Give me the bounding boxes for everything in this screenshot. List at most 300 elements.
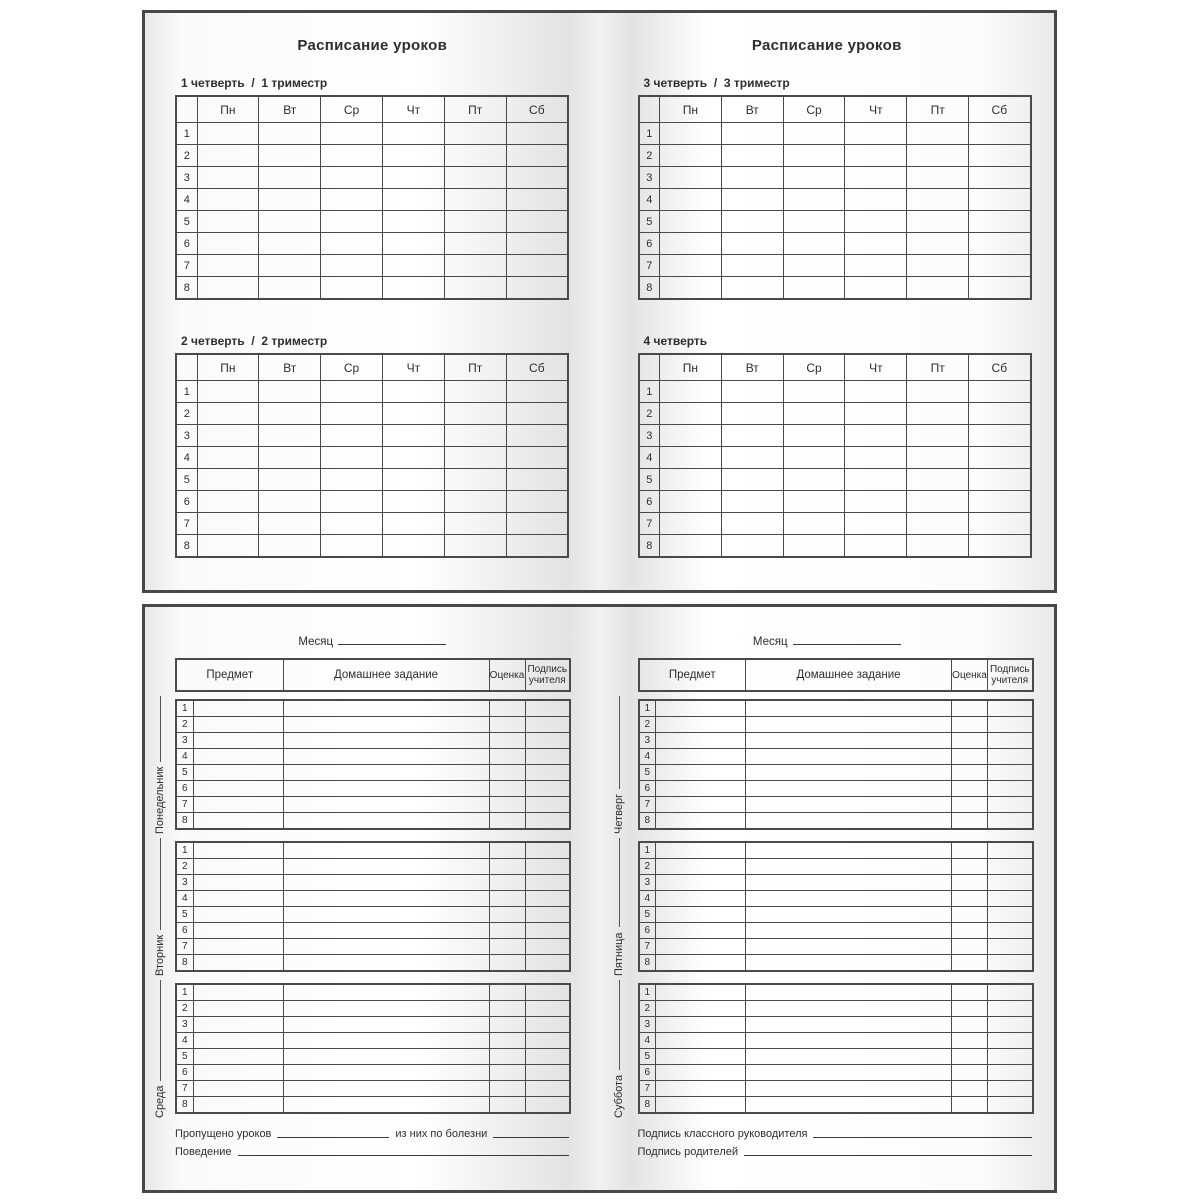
lesson-number-cell: 8	[176, 813, 193, 830]
schedule-cell	[444, 123, 506, 145]
schedule-cell	[907, 491, 969, 513]
grade-cell	[489, 939, 525, 955]
schedule-row	[639, 233, 1031, 255]
schedule-cell	[444, 469, 506, 491]
schedule-cell	[382, 513, 444, 535]
day-column-header: Ср	[783, 96, 845, 123]
grade-cell	[489, 1097, 525, 1114]
schedule-cell	[907, 255, 969, 277]
schedule-row	[176, 381, 568, 403]
schedule-cell	[506, 381, 568, 403]
homework-cell	[746, 781, 952, 797]
parents-signature-line	[638, 1146, 1032, 1158]
day-column-header: Пн	[197, 96, 259, 123]
lesson-number-cell: 4	[176, 447, 197, 469]
lesson-number-cell: 4	[176, 749, 193, 765]
homework-cell	[746, 1033, 952, 1049]
subject-cell	[193, 842, 283, 859]
day-block-monday	[145, 699, 600, 834]
day-label: Среда	[154, 1085, 166, 1118]
schedule-cell	[382, 447, 444, 469]
day-block-wednesday	[145, 983, 600, 1118]
diary-row	[176, 1033, 570, 1049]
signature-cell	[988, 923, 1033, 939]
homework-cell	[283, 749, 489, 765]
diary-row	[639, 717, 1033, 733]
day-label-line	[160, 696, 161, 762]
lesson-number-cell: 7	[176, 939, 193, 955]
lesson-number-cell: 2	[176, 1001, 193, 1017]
subject-cell	[193, 875, 283, 891]
schedule-row	[639, 255, 1031, 277]
grade-cell	[952, 923, 988, 939]
schedule-cell	[783, 381, 845, 403]
signature-cell	[525, 749, 570, 765]
homework-cell	[283, 1049, 489, 1065]
schedule-row	[176, 403, 568, 425]
grade-cell	[489, 1033, 525, 1049]
lesson-number-cell: 6	[639, 923, 656, 939]
lesson-number-cell: 7	[176, 255, 197, 277]
grade-cell	[952, 891, 988, 907]
lesson-number-cell: 4	[639, 447, 660, 469]
schedule-cell	[382, 535, 444, 558]
homework-cell	[746, 955, 952, 972]
schedule-cell	[907, 123, 969, 145]
month-blank-line	[793, 633, 901, 645]
schedule-cell	[259, 491, 321, 513]
schedule-row	[176, 447, 568, 469]
schedule-cell	[382, 425, 444, 447]
signature-cell	[525, 781, 570, 797]
schedule-cell	[783, 277, 845, 300]
schedule-cell	[845, 491, 907, 513]
lesson-number-cell: 3	[639, 875, 656, 891]
signature-cell	[988, 717, 1033, 733]
subject-cell	[193, 765, 283, 781]
subject-cell	[193, 907, 283, 923]
schedule-cell	[660, 277, 722, 300]
schedule-cell	[197, 189, 259, 211]
lesson-number-cell: 1	[639, 700, 656, 717]
schedule-row	[176, 167, 568, 189]
month-label: Месяц	[752, 636, 788, 648]
grade-cell	[489, 1049, 525, 1065]
diary-row	[176, 1001, 570, 1017]
schedule-cell	[783, 189, 845, 211]
blank-line	[813, 1137, 1031, 1138]
day-column-header: Чт	[382, 96, 444, 123]
homework-cell	[746, 859, 952, 875]
homework-cell	[283, 923, 489, 939]
homework-cell	[283, 1033, 489, 1049]
schedule-cell	[506, 233, 568, 255]
subject-cell	[656, 1097, 746, 1114]
diary-row	[176, 1097, 570, 1114]
page-title: Расписание уроков	[751, 37, 902, 54]
day-label-column	[145, 983, 175, 1118]
lesson-number-cell: 6	[176, 781, 193, 797]
lesson-number-cell: 3	[176, 1017, 193, 1033]
subject-cell	[193, 1033, 283, 1049]
day-column-header: Чт	[382, 354, 444, 381]
signature-cell	[525, 797, 570, 813]
month-label: Месяц	[298, 636, 334, 648]
schedule-row	[639, 145, 1031, 167]
schedule-cell	[321, 189, 383, 211]
schedule-cell	[660, 189, 722, 211]
diary-day-table	[175, 983, 571, 1114]
schedule-cell	[321, 167, 383, 189]
subject-cell	[656, 700, 746, 717]
subject-cell	[656, 939, 746, 955]
signature-cell	[525, 939, 570, 955]
schedule-cell	[197, 381, 259, 403]
lesson-number-cell: 5	[176, 907, 193, 923]
schedule-cell	[845, 425, 907, 447]
schedule-cell	[660, 255, 722, 277]
schedule-cell	[444, 447, 506, 469]
subject-cell	[193, 781, 283, 797]
lesson-number-cell: 6	[176, 1065, 193, 1081]
diary-row	[639, 1081, 1033, 1097]
lesson-number-cell: 6	[176, 491, 197, 513]
schedule-cell	[444, 167, 506, 189]
day-block-saturday	[600, 983, 1055, 1118]
schedule-cell	[845, 469, 907, 491]
diary-row	[176, 1065, 570, 1081]
schedule-cell	[783, 513, 845, 535]
grade-cell	[489, 907, 525, 923]
diary-row	[176, 875, 570, 891]
schedule-cell	[321, 513, 383, 535]
schedule-cell	[845, 403, 907, 425]
signature-cell	[525, 875, 570, 891]
subject-cell	[193, 733, 283, 749]
diary-footer	[175, 1128, 569, 1158]
subject-cell	[656, 859, 746, 875]
lesson-number-cell: 8	[176, 955, 193, 972]
schedule-cell	[969, 233, 1031, 255]
homework-cell	[746, 797, 952, 813]
lesson-number-cell: 8	[176, 535, 197, 558]
schedule-cell	[907, 513, 969, 535]
schedule-cell	[969, 211, 1031, 233]
homework-cell	[746, 1081, 952, 1097]
diary-row	[639, 859, 1033, 875]
schedule-cell	[721, 403, 783, 425]
schedule-cell	[259, 513, 321, 535]
diary-row	[176, 1049, 570, 1065]
schedule-cell	[783, 255, 845, 277]
schedule-cell	[721, 469, 783, 491]
schedule-cell	[444, 403, 506, 425]
grade-cell	[489, 1081, 525, 1097]
signature-cell	[525, 891, 570, 907]
schedule-cell	[321, 469, 383, 491]
subject-cell	[193, 797, 283, 813]
subject-cell	[193, 749, 283, 765]
parents-signature-label: Подпись родителей	[637, 1146, 738, 1158]
diary-row	[176, 923, 570, 939]
subject-cell	[193, 1065, 283, 1081]
schedule-cell	[783, 447, 845, 469]
subject-cell	[656, 1017, 746, 1033]
schedule-cell	[444, 513, 506, 535]
month-blank-line	[338, 633, 446, 645]
signature-cell	[525, 955, 570, 972]
subject-cell	[656, 1065, 746, 1081]
schedule-cell	[721, 535, 783, 558]
lesson-number-cell: 8	[639, 955, 656, 972]
schedule-cell	[845, 255, 907, 277]
subject-cell	[656, 765, 746, 781]
lesson-number-cell: 7	[176, 1081, 193, 1097]
schedule-cell	[197, 277, 259, 300]
diary-row	[639, 1065, 1033, 1081]
grade-cell	[952, 797, 988, 813]
signature-cell	[525, 923, 570, 939]
subject-cell	[193, 984, 283, 1001]
grade-cell	[489, 797, 525, 813]
signature-cell	[525, 842, 570, 859]
diary-day-table	[638, 841, 1034, 972]
schedule-cell	[907, 381, 969, 403]
day-label: Четверг	[612, 793, 625, 834]
schedule-cell	[783, 145, 845, 167]
day-column-header: Ср	[783, 354, 845, 381]
corner-cell	[176, 96, 197, 123]
day-block-thursday	[600, 699, 1055, 834]
schedule-cell	[845, 189, 907, 211]
blank-line	[493, 1137, 569, 1138]
schedule-cell	[721, 255, 783, 277]
lesson-number-cell: 8	[639, 1097, 656, 1114]
diary-row	[639, 1049, 1033, 1065]
grade-cell	[489, 955, 525, 972]
schedule-row	[176, 211, 568, 233]
grade-cell	[489, 1001, 525, 1017]
due-illness-label: из них по болезни	[395, 1128, 488, 1140]
schedule-cell	[660, 167, 722, 189]
schedule-cell	[321, 233, 383, 255]
diary-row	[176, 891, 570, 907]
schedule-cell	[321, 381, 383, 403]
lesson-number-cell: 5	[639, 765, 656, 781]
schedule-cell	[907, 403, 969, 425]
schedule-cell	[721, 513, 783, 535]
lesson-number-cell: 2	[639, 145, 660, 167]
homework-cell	[283, 842, 489, 859]
schedule-row	[176, 233, 568, 255]
day-column-header: Пт	[907, 354, 969, 381]
signature-cell	[525, 700, 570, 717]
schedule-cell	[197, 145, 259, 167]
homework-cell	[746, 1001, 952, 1017]
day-block-tuesday	[145, 841, 600, 976]
schedule-cell	[907, 277, 969, 300]
schedule-cell	[506, 277, 568, 300]
diary-row	[639, 984, 1033, 1001]
diary-header-table	[638, 658, 1034, 692]
signature-cell	[988, 984, 1033, 1001]
subject-cell	[656, 907, 746, 923]
diary-row	[176, 1081, 570, 1097]
lesson-number-cell: 3	[176, 425, 197, 447]
subject-cell	[193, 923, 283, 939]
subject-cell	[656, 875, 746, 891]
lesson-number-cell: 7	[176, 513, 197, 535]
homework-cell	[283, 939, 489, 955]
schedule-row	[639, 403, 1031, 425]
schedule-row	[639, 469, 1031, 491]
column-header-grade: Оценка	[952, 659, 988, 691]
corner-cell	[639, 354, 660, 381]
signature-cell	[988, 797, 1033, 813]
lesson-number-cell: 5	[176, 1049, 193, 1065]
schedule-cell	[845, 167, 907, 189]
lesson-number-cell: 3	[639, 425, 660, 447]
diary-page-right	[600, 607, 1055, 1190]
grade-cell	[489, 1017, 525, 1033]
signature-cell	[525, 859, 570, 875]
subject-cell	[656, 717, 746, 733]
schedule-row	[639, 211, 1031, 233]
homework-cell	[283, 733, 489, 749]
diary-row	[176, 813, 570, 830]
signature-cell	[525, 813, 570, 830]
lesson-number-cell: 4	[176, 1033, 193, 1049]
schedule-cell	[197, 233, 259, 255]
diary-row	[176, 907, 570, 923]
subject-cell	[656, 733, 746, 749]
schedule-cell	[969, 425, 1031, 447]
blank-line	[744, 1155, 1032, 1156]
signature-cell	[988, 700, 1033, 717]
signature-cell	[525, 1097, 570, 1114]
lesson-number-cell: 1	[176, 984, 193, 1001]
grade-cell	[489, 1065, 525, 1081]
schedule-cell	[321, 211, 383, 233]
diary-row	[176, 700, 570, 717]
diary-day-table	[638, 699, 1034, 830]
lesson-number-cell: 3	[176, 875, 193, 891]
lesson-number-cell: 1	[639, 984, 656, 1001]
diary-page-left	[145, 607, 600, 1190]
schedule-cell	[907, 469, 969, 491]
schedule-cell	[845, 277, 907, 300]
quarter-label: 3 четверть / 3 триместр	[643, 76, 790, 90]
signature-cell	[525, 1033, 570, 1049]
day-column-header: Сб	[969, 354, 1031, 381]
schedule-cell	[907, 211, 969, 233]
subject-cell	[656, 984, 746, 1001]
schedule-cell	[783, 167, 845, 189]
homework-cell	[746, 700, 952, 717]
day-column-header: Вт	[259, 96, 321, 123]
lesson-number-cell: 5	[639, 469, 660, 491]
schedule-row	[639, 189, 1031, 211]
schedule-cell	[783, 403, 845, 425]
grade-cell	[952, 781, 988, 797]
lesson-number-cell: 5	[639, 907, 656, 923]
lesson-number-cell: 1	[639, 381, 660, 403]
lesson-number-cell: 5	[639, 211, 660, 233]
schedule-cell	[845, 381, 907, 403]
diary-row	[639, 700, 1033, 717]
subject-cell	[193, 1081, 283, 1097]
day-label-column	[600, 699, 638, 834]
schedule-cell	[444, 535, 506, 558]
lesson-number-cell: 3	[639, 1017, 656, 1033]
lesson-number-cell: 6	[176, 923, 193, 939]
schedule-row	[176, 425, 568, 447]
homework-cell	[283, 717, 489, 733]
lesson-number-cell: 3	[639, 733, 656, 749]
schedule-cell	[506, 167, 568, 189]
diary-header-table	[175, 658, 571, 692]
signature-cell	[525, 1017, 570, 1033]
homework-cell	[283, 797, 489, 813]
schedule-row	[176, 277, 568, 300]
schedule-cell	[444, 491, 506, 513]
signature-cell	[525, 1065, 570, 1081]
schedule-cell	[845, 145, 907, 167]
grade-cell	[952, 907, 988, 923]
diary-row	[639, 939, 1033, 955]
day-label-column	[600, 983, 638, 1118]
subject-cell	[193, 955, 283, 972]
schedule-row	[176, 145, 568, 167]
day-column-header: Ср	[321, 354, 383, 381]
subject-cell	[656, 1081, 746, 1097]
signature-cell	[525, 984, 570, 1001]
schedule-page-right	[600, 13, 1055, 590]
signature-cell	[525, 907, 570, 923]
schedule-cell	[197, 491, 259, 513]
column-header-subject: Предмет	[176, 659, 283, 691]
missed-lessons-label: Пропущено уроков	[175, 1128, 272, 1140]
subject-cell	[193, 700, 283, 717]
schedule-cell	[845, 513, 907, 535]
schedule-cell	[506, 513, 568, 535]
diary-day-table	[175, 841, 571, 972]
schedule-cell	[382, 123, 444, 145]
schedule-cell	[660, 211, 722, 233]
day-column-header: Пт	[444, 354, 506, 381]
schedule-cell	[382, 277, 444, 300]
corner-cell	[176, 354, 197, 381]
column-header-subject: Предмет	[639, 659, 746, 691]
diary-row	[176, 1017, 570, 1033]
schedule-row	[176, 189, 568, 211]
schedule-cell	[321, 145, 383, 167]
homework-cell	[283, 859, 489, 875]
column-header-signature: Подпись учителя	[525, 659, 570, 691]
corner-cell	[639, 96, 660, 123]
lesson-number-cell: 5	[176, 211, 197, 233]
schedule-cell	[382, 189, 444, 211]
schedule-cell	[721, 491, 783, 513]
schedule-row	[176, 513, 568, 535]
schedule-table	[175, 353, 569, 558]
signature-cell	[988, 1081, 1033, 1097]
schedule-cell	[969, 403, 1031, 425]
schedule-cell	[845, 211, 907, 233]
grade-cell	[489, 984, 525, 1001]
schedule-cell	[721, 233, 783, 255]
grade-cell	[952, 1097, 988, 1114]
